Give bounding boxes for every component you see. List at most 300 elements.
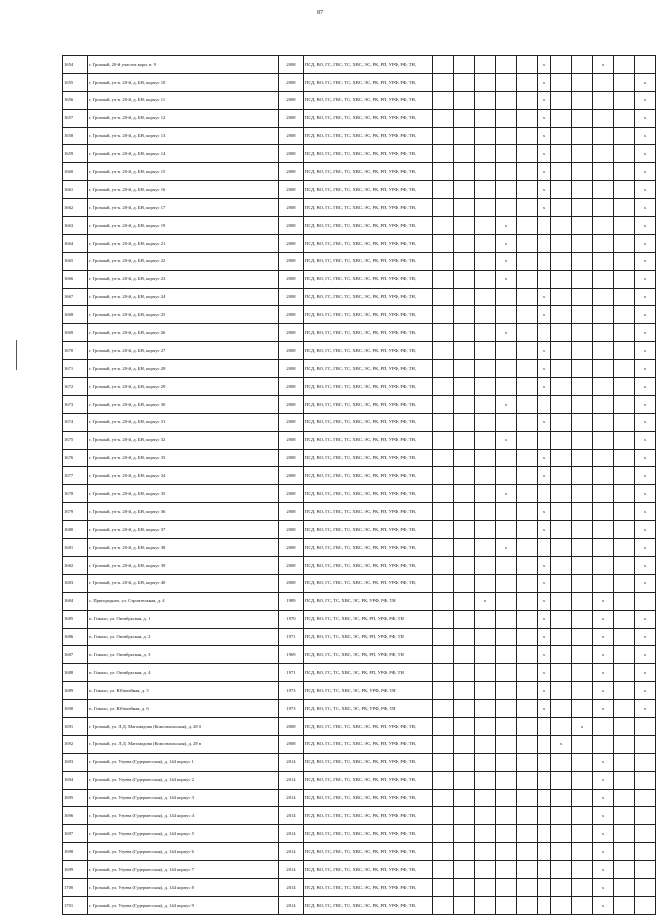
mark-cell xyxy=(614,342,635,360)
mark-cell xyxy=(614,73,635,91)
year-cell: 2008 xyxy=(279,735,304,753)
mark-cell: x xyxy=(538,610,551,628)
row-number-cell: 1665 xyxy=(63,252,88,270)
mark-cell xyxy=(517,682,538,700)
works-list-cell: ПСД, ВО, ГС, ГВС, ТС, ХВС, ЭС, РК, РП, УРФ, РФ, ТН, xyxy=(304,861,433,879)
mark-cell xyxy=(433,342,454,360)
mark-cell xyxy=(475,395,496,413)
address-cell: г. Грозный, уч-к. 20-й, д. БН, корпус 27 xyxy=(88,342,279,360)
mark-cell xyxy=(551,700,572,718)
address-cell: п. Гикало, ул. Октябрьская, д. 3 xyxy=(88,646,279,664)
works-list-cell: ПСД, ВО, ГС, ГВС, ТС, ХВС, ЭС, РК, РП, УРФ, РФ, ТН, xyxy=(304,73,433,91)
row-number-cell: 1676 xyxy=(63,449,88,467)
mark-cell xyxy=(614,485,635,503)
mark-cell xyxy=(496,861,517,879)
mark-cell xyxy=(593,574,614,592)
row-number-cell: 1699 xyxy=(63,861,88,879)
mark-cell xyxy=(517,825,538,843)
mark-cell xyxy=(593,252,614,270)
year-cell: 2008 xyxy=(279,163,304,181)
mark-cell xyxy=(475,109,496,127)
mark-cell xyxy=(538,807,551,825)
works-list-cell: ПСД, ВО, ГС, ГВС, ТС, ХВС, ЭС, РК, РП, УРФ, РФ, ТН, xyxy=(304,467,433,485)
mark-cell xyxy=(454,896,475,914)
mark-cell: x xyxy=(538,521,551,539)
table-row xyxy=(63,145,656,163)
works-list-cell: ПСД, ВО, ГС, ГВС, ТС, ХВС, ЭС, РК, РП, УРФ, РФ, ТН, xyxy=(304,145,433,163)
address-cell: г. Грозный, уч-к. 20-й, д. БН, корпус 39 xyxy=(88,556,279,574)
row-number-cell: 1661 xyxy=(63,181,88,199)
mark-cell xyxy=(635,861,656,879)
address-cell: г. Грозный, ул. Узуева (Гудермесская), д. 144 корпус 8 xyxy=(88,878,279,896)
mark-cell xyxy=(593,288,614,306)
row-number-cell: 1660 xyxy=(63,163,88,181)
table-row xyxy=(63,109,656,127)
mark-cell xyxy=(433,252,454,270)
row-number-cell: 1690 xyxy=(63,700,88,718)
mark-cell xyxy=(475,270,496,288)
mark-cell xyxy=(572,342,593,360)
table-row xyxy=(63,556,656,574)
works-list-cell: ПСД, ВО, ГС, ГВС, ТС, ХВС, ЭС, РК, РП, УРФ, РФ, ТН, xyxy=(304,127,433,145)
mark-cell: x xyxy=(593,682,614,700)
mark-cell xyxy=(551,789,572,807)
mark-cell: x xyxy=(593,771,614,789)
mark-cell xyxy=(433,664,454,682)
mark-cell xyxy=(593,181,614,199)
mark-cell xyxy=(475,843,496,861)
mark-cell xyxy=(572,485,593,503)
mark-cell xyxy=(517,109,538,127)
mark-cell xyxy=(475,288,496,306)
row-number-cell: 1681 xyxy=(63,539,88,557)
mark-cell xyxy=(551,217,572,235)
mark-cell: x xyxy=(635,324,656,342)
mark-cell: x xyxy=(538,127,551,145)
mark-cell xyxy=(475,360,496,378)
mark-cell xyxy=(538,395,551,413)
works-list-cell: ПСД, ВО, ГС, ТС, ХВС, ЭС, РК, УРФ, РФ, ТН xyxy=(304,592,433,610)
mark-cell xyxy=(538,771,551,789)
mark-cell: x xyxy=(496,217,517,235)
address-cell: г. Грозный, ул. Узуева (Гудермесская), д. 144 корпус 6 xyxy=(88,843,279,861)
mark-cell: x xyxy=(635,646,656,664)
mark-cell xyxy=(517,556,538,574)
mark-cell xyxy=(496,306,517,324)
mark-cell xyxy=(454,807,475,825)
mark-cell xyxy=(496,145,517,163)
mark-cell: x xyxy=(496,324,517,342)
table-row xyxy=(63,127,656,145)
table-row xyxy=(63,199,656,217)
mark-cell xyxy=(614,592,635,610)
mark-cell: x xyxy=(538,378,551,396)
year-cell: 2014 xyxy=(279,896,304,914)
mark-cell xyxy=(614,753,635,771)
mark-cell xyxy=(614,664,635,682)
mark-cell xyxy=(454,324,475,342)
mark-cell: x xyxy=(635,217,656,235)
mark-cell: x xyxy=(538,306,551,324)
mark-cell xyxy=(614,610,635,628)
mark-cell xyxy=(614,145,635,163)
works-list-cell: ПСД, ВО, ГС, ТС, ХВС, ЭС, РК, РП, УРФ, РФ, ТН xyxy=(304,664,433,682)
table-row xyxy=(63,306,656,324)
works-list-cell: ПСД, ВО, ГС, ГВС, ТС, ХВС, ЭС, РК, РП, УРФ, РФ, ТН, xyxy=(304,807,433,825)
works-list-cell: ПСД, ВО, ГС, ГВС, ТС, ХВС, ЭС, РК, РП, УРФ, РФ, ТН, xyxy=(304,324,433,342)
mark-cell xyxy=(614,825,635,843)
mark-cell xyxy=(496,503,517,521)
mark-cell xyxy=(593,217,614,235)
mark-cell xyxy=(454,342,475,360)
mark-cell xyxy=(517,306,538,324)
table-row xyxy=(63,181,656,199)
year-cell: 2014 xyxy=(279,861,304,879)
mark-cell xyxy=(572,610,593,628)
row-number-cell: 1680 xyxy=(63,521,88,539)
mark-cell: x xyxy=(538,413,551,431)
mark-cell xyxy=(496,878,517,896)
mark-cell: x xyxy=(635,628,656,646)
table-row xyxy=(63,717,656,735)
mark-cell xyxy=(551,503,572,521)
works-list-cell: ПСД, ВО, ГС, ГВС, ТС, ХВС, ЭС, РК, РП, УРФ, РФ, ТН, xyxy=(304,717,433,735)
address-cell: г. Грозный, уч-к. 20-й, д. БН, корпус 34 xyxy=(88,467,279,485)
mark-cell xyxy=(517,753,538,771)
year-cell: 2008 xyxy=(279,449,304,467)
mark-cell xyxy=(538,252,551,270)
mark-cell xyxy=(433,735,454,753)
mark-cell xyxy=(572,413,593,431)
works-list-cell: ПСД, ВО, ГС, ГВС, ТС, ХВС, ЭС, РК, РП, УРФ, РФ, ТН, xyxy=(304,270,433,288)
year-cell: 2014 xyxy=(279,807,304,825)
mark-cell: x xyxy=(635,503,656,521)
mark-cell xyxy=(538,485,551,503)
mark-cell xyxy=(572,127,593,145)
mark-cell xyxy=(433,109,454,127)
mark-cell xyxy=(551,878,572,896)
mark-cell xyxy=(551,467,572,485)
mark-cell xyxy=(517,896,538,914)
works-list-cell: ПСД, ВО, ГС, ГВС, ТС, ХВС, ЭС, РК, РП, УРФ, РФ, ТН, xyxy=(304,413,433,431)
year-cell: 2008 xyxy=(279,252,304,270)
mark-cell xyxy=(572,252,593,270)
table-row xyxy=(63,378,656,396)
mark-cell xyxy=(475,503,496,521)
works-list-cell: ПСД, ВО, ГС, ГВС, ТС, ХВС, ЭС, РК, РП, УРФ, РФ, ТН, xyxy=(304,342,433,360)
mark-cell xyxy=(593,556,614,574)
mark-cell xyxy=(517,378,538,396)
year-cell: 1970 xyxy=(279,610,304,628)
works-list-cell: ПСД, ВО, ГС, ГВС, ТС, ХВС, ЭС, РК, РП, УРФ, РФ, ТН, xyxy=(304,252,433,270)
mark-cell xyxy=(475,449,496,467)
address-cell: г. Грозный, уч-к. 20-й, д. БН, корпус 12 xyxy=(88,109,279,127)
row-number-cell: 1694 xyxy=(63,771,88,789)
year-cell: 2008 xyxy=(279,717,304,735)
mark-cell xyxy=(433,628,454,646)
mark-cell xyxy=(614,217,635,235)
mark-cell xyxy=(454,825,475,843)
table-row xyxy=(63,73,656,91)
works-list-cell: ПСД, ВО, ГС, ГВС, ТС, ХВС, ЭС, РК, РП, УРФ, РФ, ТН, xyxy=(304,378,433,396)
mark-cell: x xyxy=(538,592,551,610)
table-row xyxy=(63,163,656,181)
mark-cell xyxy=(593,73,614,91)
mark-cell xyxy=(593,145,614,163)
mark-cell xyxy=(496,288,517,306)
mark-cell xyxy=(475,521,496,539)
mark-cell xyxy=(454,252,475,270)
mark-cell xyxy=(433,91,454,109)
mark-cell xyxy=(538,878,551,896)
mark-cell xyxy=(614,252,635,270)
mark-cell xyxy=(551,56,572,74)
mark-cell xyxy=(551,252,572,270)
mark-cell xyxy=(593,234,614,252)
mark-cell xyxy=(496,700,517,718)
works-list-cell: ПСД, ВО, ГС, ГВС, ТС, ХВС, ЭС, РК, РП, УРФ, РФ, ТН, xyxy=(304,878,433,896)
works-list-cell: ПСД, ВО, ГС, ГВС, ТС, ХВС, ЭС, РК, РП, УРФ, РФ, ТН, xyxy=(304,843,433,861)
mark-cell: x xyxy=(635,270,656,288)
address-cell: г. Грозный, уч-к. 20-й, д. БН, корпус 31 xyxy=(88,413,279,431)
table-row xyxy=(63,217,656,235)
mark-cell xyxy=(614,878,635,896)
year-cell: 1989 xyxy=(279,592,304,610)
mark-cell xyxy=(475,646,496,664)
year-cell: 2008 xyxy=(279,556,304,574)
mark-cell xyxy=(475,73,496,91)
mark-cell xyxy=(496,789,517,807)
mark-cell xyxy=(593,521,614,539)
mark-cell xyxy=(454,395,475,413)
table-row xyxy=(63,700,656,718)
mark-cell xyxy=(538,843,551,861)
mark-cell xyxy=(572,896,593,914)
mark-cell xyxy=(517,485,538,503)
mark-cell xyxy=(517,91,538,109)
mark-cell xyxy=(551,664,572,682)
table-row xyxy=(63,467,656,485)
mark-cell: x xyxy=(496,270,517,288)
row-number-cell: 1655 xyxy=(63,73,88,91)
mark-cell xyxy=(433,413,454,431)
table-row xyxy=(63,753,656,771)
mark-cell xyxy=(635,878,656,896)
mark-cell xyxy=(517,449,538,467)
mark-cell xyxy=(614,861,635,879)
mark-cell xyxy=(635,753,656,771)
mark-cell xyxy=(454,413,475,431)
mark-cell xyxy=(433,521,454,539)
mark-cell: x xyxy=(593,861,614,879)
mark-cell xyxy=(433,270,454,288)
row-number-cell: 1684 xyxy=(63,592,88,610)
works-list-cell: ПСД, ВО, ГС, ГВС, ТС, ХВС, ЭС, РК, РП, УРФ, РФ, ТН, xyxy=(304,431,433,449)
mark-cell xyxy=(454,610,475,628)
year-cell: 2014 xyxy=(279,843,304,861)
mark-cell xyxy=(593,360,614,378)
mark-cell xyxy=(433,789,454,807)
mark-cell: x xyxy=(593,646,614,664)
mark-cell xyxy=(433,807,454,825)
mark-cell xyxy=(572,682,593,700)
works-list-cell: ПСД, ВО, ГС, ТС, ХВС, ЭС, РК, УРФ, РФ, ТН xyxy=(304,700,433,718)
mark-cell xyxy=(517,73,538,91)
mark-cell: x xyxy=(593,789,614,807)
mark-cell xyxy=(496,574,517,592)
row-number-cell: 1659 xyxy=(63,145,88,163)
mark-cell: x xyxy=(593,843,614,861)
mark-cell xyxy=(475,234,496,252)
mark-cell xyxy=(433,771,454,789)
table-row xyxy=(63,234,656,252)
mark-cell xyxy=(433,896,454,914)
year-cell: 1973 xyxy=(279,682,304,700)
mark-cell xyxy=(454,467,475,485)
mark-cell xyxy=(538,539,551,557)
mark-cell: x xyxy=(635,413,656,431)
year-cell: 2008 xyxy=(279,234,304,252)
mark-cell xyxy=(454,163,475,181)
mark-cell xyxy=(593,199,614,217)
row-number-cell: 1686 xyxy=(63,628,88,646)
works-list-cell: ПСД, ВО, ГС, ГВС, ТС, ХВС, ЭС, РК, РП, УРФ, РФ, ТН, xyxy=(304,896,433,914)
mark-cell xyxy=(572,807,593,825)
mark-cell xyxy=(475,735,496,753)
mark-cell xyxy=(517,574,538,592)
mark-cell: x xyxy=(635,395,656,413)
year-cell: 2008 xyxy=(279,127,304,145)
works-list-cell: ПСД, ВО, ГС, ГВС, ТС, ХВС, ЭС, РК, РП, УРФ, РФ, ТН, xyxy=(304,449,433,467)
row-number-cell: 1691 xyxy=(63,717,88,735)
mark-cell: x xyxy=(635,610,656,628)
mark-cell xyxy=(433,682,454,700)
mark-cell xyxy=(475,91,496,109)
mark-cell xyxy=(614,199,635,217)
mark-cell xyxy=(538,825,551,843)
row-number-cell: 1697 xyxy=(63,825,88,843)
table-row xyxy=(63,771,656,789)
mark-cell xyxy=(496,592,517,610)
mark-cell xyxy=(433,610,454,628)
mark-cell xyxy=(614,574,635,592)
mark-cell xyxy=(496,342,517,360)
mark-cell xyxy=(496,628,517,646)
row-number-cell: 1666 xyxy=(63,270,88,288)
mark-cell xyxy=(572,664,593,682)
mark-cell xyxy=(517,395,538,413)
table-row xyxy=(63,252,656,270)
mark-cell xyxy=(551,413,572,431)
address-cell: г. Грозный, уч-к. 20-й, д. БН, корпус 38 xyxy=(88,539,279,557)
mark-cell xyxy=(551,485,572,503)
mark-cell xyxy=(572,467,593,485)
mark-cell: x xyxy=(538,199,551,217)
mark-cell xyxy=(614,109,635,127)
mark-cell xyxy=(433,306,454,324)
row-number-cell: 1675 xyxy=(63,431,88,449)
mark-cell xyxy=(475,163,496,181)
mark-cell xyxy=(517,700,538,718)
mark-cell xyxy=(454,127,475,145)
row-number-cell: 1700 xyxy=(63,878,88,896)
mark-cell xyxy=(496,163,517,181)
mark-cell xyxy=(572,843,593,861)
mark-cell xyxy=(475,628,496,646)
mark-cell xyxy=(593,378,614,396)
mark-cell xyxy=(454,574,475,592)
table-row xyxy=(63,449,656,467)
address-cell: г. Грозный, 20-й участок корп. в. 9 xyxy=(88,56,279,74)
year-cell: 1973 xyxy=(279,700,304,718)
works-list-cell: ПСД, ВО, ГС, ГВС, ТС, ХВС, ЭС, РК, РП, УРФ, РФ, ТН, xyxy=(304,735,433,753)
works-list-cell: ПСД, ВО, ГС, ГВС, ТС, ХВС, ЭС, РК, РП, УРФ, РФ, ТН, xyxy=(304,109,433,127)
mark-cell xyxy=(475,664,496,682)
works-list-cell: ПСД, ВО, ГС, ГВС, ТС, ХВС, ЭС, РК, РП, УРФ, РФ, ТН, xyxy=(304,395,433,413)
mark-cell xyxy=(614,270,635,288)
year-cell: 2008 xyxy=(279,145,304,163)
mark-cell xyxy=(496,556,517,574)
mark-cell: x xyxy=(538,288,551,306)
mark-cell xyxy=(454,664,475,682)
works-list-cell: ПСД, ВО, ГС, ГВС, ТС, ХВС, ЭС, РК, РП, УРФ, РФ, ТН, xyxy=(304,56,433,74)
mark-cell xyxy=(475,556,496,574)
mark-cell xyxy=(433,539,454,557)
mark-cell: x xyxy=(635,234,656,252)
year-cell: 2008 xyxy=(279,485,304,503)
mark-cell xyxy=(551,825,572,843)
mark-cell: x xyxy=(593,878,614,896)
mark-cell: x xyxy=(635,700,656,718)
mark-cell xyxy=(433,199,454,217)
mark-cell: x xyxy=(538,646,551,664)
mark-cell xyxy=(593,342,614,360)
table-row xyxy=(63,843,656,861)
address-cell: г. Грозный, уч-к. 20-й, д. БН, корпус 11 xyxy=(88,91,279,109)
mark-cell xyxy=(475,413,496,431)
row-number-cell: 1663 xyxy=(63,217,88,235)
mark-cell xyxy=(614,503,635,521)
mark-cell xyxy=(551,521,572,539)
year-cell: 2008 xyxy=(279,199,304,217)
address-cell: г. Грозный, ул. Узуева (Гудермесская), д. 144 корпус 3 xyxy=(88,789,279,807)
address-cell: с. Пригородное, ул. Строительная, д. 4 xyxy=(88,592,279,610)
works-list-cell: ПСД, ВО, ГС, ГВС, ТС, ХВС, ЭС, РК, РП, УРФ, РФ, ТН, xyxy=(304,91,433,109)
mark-cell xyxy=(517,503,538,521)
row-number-cell: 1687 xyxy=(63,646,88,664)
mark-cell xyxy=(551,610,572,628)
mark-cell xyxy=(551,753,572,771)
address-cell: г. Грозный, уч-к. 20-й, д. БН, корпус 33 xyxy=(88,449,279,467)
mark-cell xyxy=(551,234,572,252)
works-list-cell: ПСД, ВО, ГС, ГВС, ТС, ХВС, ЭС, РК, РП, УРФ, РФ, ТН, xyxy=(304,789,433,807)
mark-cell xyxy=(614,360,635,378)
year-cell: 2008 xyxy=(279,539,304,557)
mark-cell xyxy=(635,896,656,914)
mark-cell xyxy=(433,127,454,145)
mark-cell xyxy=(614,556,635,574)
year-cell: 2008 xyxy=(279,270,304,288)
works-list-cell: ПСД, ВО, ГС, ГВС, ТС, ХВС, ЭС, РК, РП, УРФ, РФ, ТН, xyxy=(304,306,433,324)
mark-cell xyxy=(454,199,475,217)
mark-cell xyxy=(475,789,496,807)
mark-cell xyxy=(572,771,593,789)
mark-cell: x xyxy=(593,807,614,825)
mark-cell xyxy=(614,288,635,306)
mark-cell: x xyxy=(538,556,551,574)
row-number-cell: 1701 xyxy=(63,896,88,914)
mark-cell xyxy=(538,324,551,342)
